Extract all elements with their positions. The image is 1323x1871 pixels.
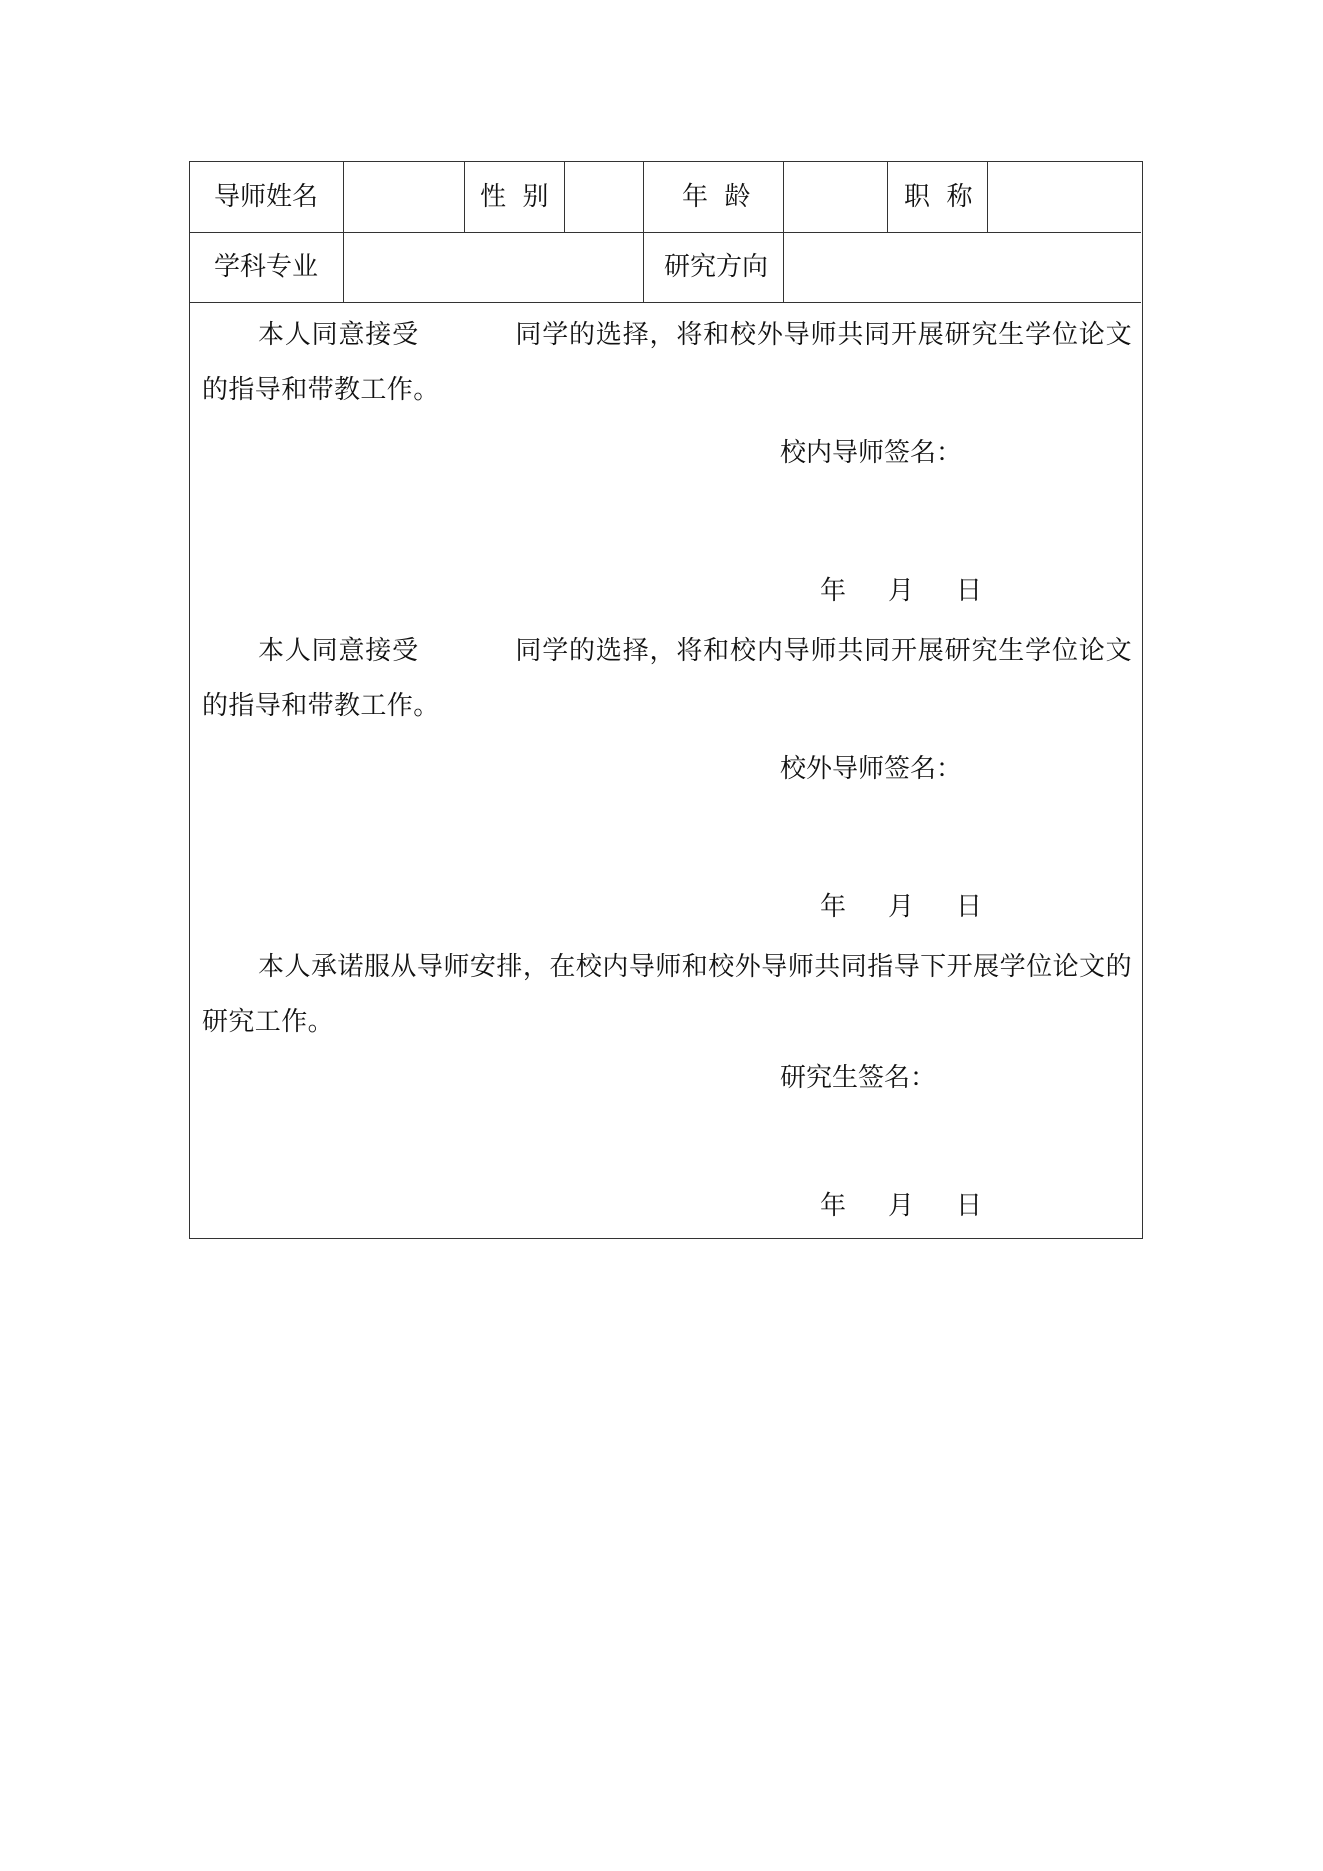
internal-statement-start: 本人同意接受 <box>258 320 419 350</box>
research-direction-label: 研究方向 <box>664 252 769 282</box>
research-direction-field[interactable] <box>784 233 1140 301</box>
advisor-name-label: 导师姓名 <box>214 182 319 212</box>
discipline-field[interactable] <box>344 233 642 301</box>
external-statement-end: 同学的选择，将和校内导师共同开展研究生学位论文的指导和带教工作。 <box>202 636 1132 721</box>
external-advisor-signature-label: 校外导师签名： <box>780 754 963 784</box>
gender-field[interactable] <box>565 163 642 231</box>
internal-statement-end: 同学的选择，将和校外导师共同开展研究生学位论文的指导和带教工作。 <box>202 320 1132 405</box>
external-date-day: 日 <box>956 892 983 922</box>
title-label: 职 称 <box>904 182 973 212</box>
student-date-month: 月 <box>888 1191 915 1221</box>
external-date-month: 月 <box>888 892 915 922</box>
internal-date-month: 月 <box>888 576 915 606</box>
external-date-year: 年 <box>820 892 847 922</box>
col-divider-name-value <box>464 162 465 232</box>
external-statement-start: 本人同意接受 <box>258 636 419 666</box>
discipline-label: 学科专业 <box>214 252 319 282</box>
student-commitment-statement: 本人承诺服从导师安排，在校内导师和校外导师共同指导下开展学位论文的研究工作。 <box>202 952 1132 1037</box>
student-signature-label: 研究生签名： <box>780 1063 937 1093</box>
title-field[interactable] <box>988 163 1140 231</box>
col-divider-gender-value <box>643 162 644 302</box>
student-date-day: 日 <box>956 1191 983 1221</box>
row-divider-2 <box>190 302 1141 303</box>
internal-date-day: 日 <box>956 576 983 606</box>
advisor-name-field[interactable] <box>344 163 463 231</box>
gender-label: 性 别 <box>480 182 549 212</box>
internal-advisor-signature-label: 校内导师签名： <box>780 438 963 468</box>
internal-advisor-statement <box>202 308 1132 418</box>
age-field[interactable] <box>784 163 886 231</box>
age-label: 年 龄 <box>682 182 751 212</box>
external-advisor-statement <box>202 624 1132 734</box>
student-date-year: 年 <box>820 1191 847 1221</box>
advisor-agreement-form <box>189 161 1143 1239</box>
internal-date-year: 年 <box>820 576 847 606</box>
col-divider-age-value <box>887 162 888 232</box>
